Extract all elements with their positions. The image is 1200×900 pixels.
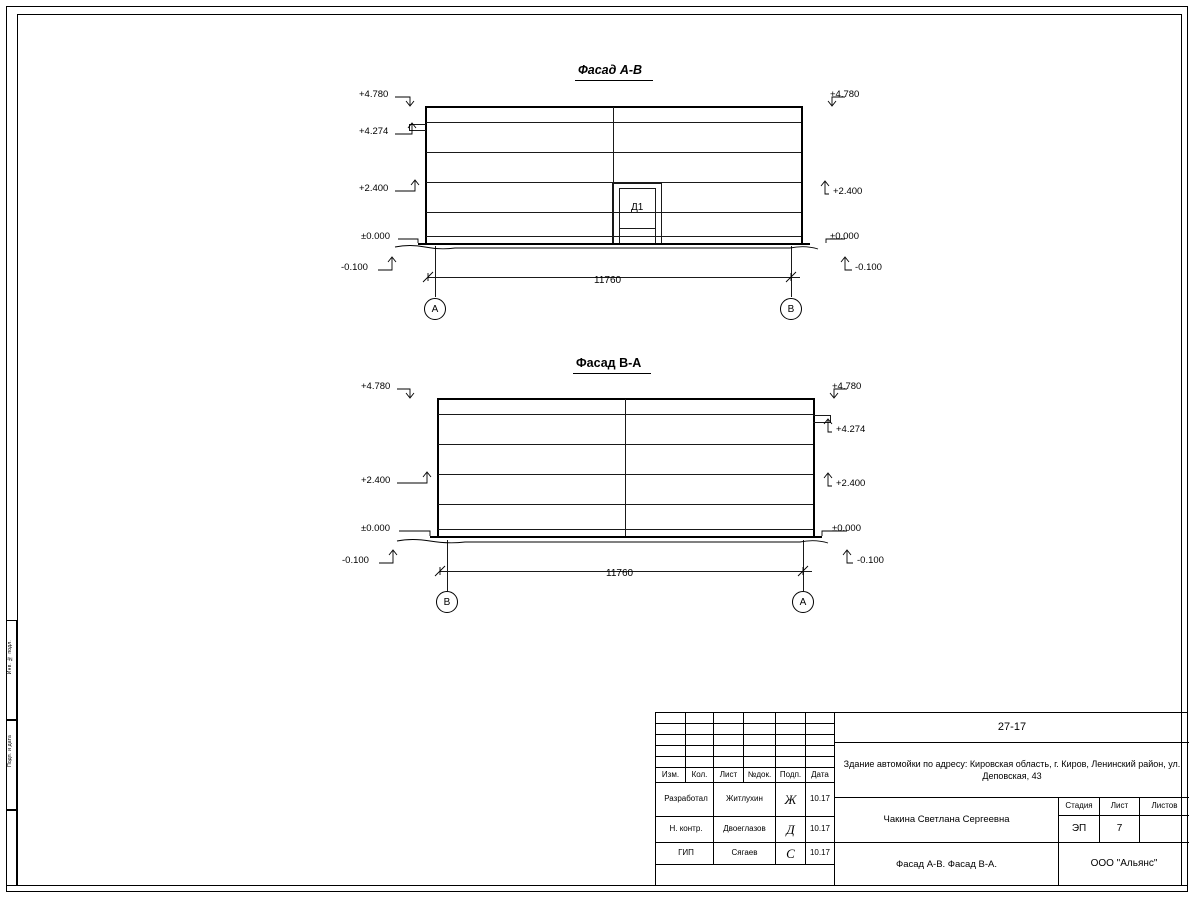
stamp-col-header-kol: Кол. xyxy=(686,768,714,783)
revision-grid-r3c1 xyxy=(656,735,686,746)
revision-grid-r1c1 xyxy=(656,713,686,724)
stamp-sheet-title: Фасад А-В. Фасад В-А. xyxy=(835,843,1059,886)
revision-grid-r3c2 xyxy=(686,735,714,746)
revision-grid-r2c6 xyxy=(806,724,835,735)
elev-av-axis-bubble-right xyxy=(780,298,802,320)
stamp-role-1: Разработал xyxy=(656,783,714,817)
elev-va-level-left-2: +2.400 xyxy=(361,475,391,486)
stamp-col-header-izm: Изм. xyxy=(656,768,686,783)
stamp-date-3: 10.17 xyxy=(806,843,835,865)
elev-va-drain-end xyxy=(830,415,831,423)
elev-va-level-right-4: ±0.000 xyxy=(832,523,861,534)
elev-va-axis-right-extension xyxy=(803,540,804,591)
elev-av-dimension-value: 11760 xyxy=(594,275,622,286)
elev-va-dimension-value: 11760 xyxy=(606,568,634,579)
elev-va-panel-joint-vertical xyxy=(625,399,626,536)
revision-grid-r1c2 xyxy=(686,713,714,724)
elev-av-level-right-2: +2.400 xyxy=(833,186,863,197)
elev-av-level-left-5: -0.100 xyxy=(341,262,368,273)
elevation-va-title: Фасад В-А xyxy=(576,356,642,370)
elevation-av-title-underline xyxy=(575,80,653,81)
revision-grid-r2c3 xyxy=(714,724,744,735)
elev-av-axis-left-label: А xyxy=(431,303,439,315)
elev-va-axis-bubble-right xyxy=(792,591,814,613)
revision-grid-r2c5 xyxy=(776,724,806,735)
revision-grid-r4c6 xyxy=(806,746,835,757)
elev-va-drain-bottom xyxy=(813,422,830,423)
elev-av-axis-bubble-left xyxy=(424,298,446,320)
revision-grid-r5c4 xyxy=(744,757,776,768)
left-margin-label-2: Подп. и дата xyxy=(7,735,13,767)
elev-av-drain-end xyxy=(409,124,410,131)
revision-grid-r3c3 xyxy=(714,735,744,746)
elev-av-door-leaf-head xyxy=(619,188,656,189)
revision-grid-r3c4 xyxy=(744,735,776,746)
revision-grid-r4c4 xyxy=(744,746,776,757)
elev-av-level-left-4: ±0.000 xyxy=(361,231,390,242)
stamp-col-header-list: Лист xyxy=(714,768,744,783)
elev-av-wall-left xyxy=(425,106,427,243)
stamp-sheets-header: Листов xyxy=(1140,798,1189,816)
revision-grid-r4c5 xyxy=(776,746,806,757)
stamp-project-number: 27-17 xyxy=(835,713,1189,743)
elev-va-level-right-3: +2.400 xyxy=(836,478,866,489)
elevation-va-title-underline xyxy=(573,373,651,374)
stamp-sheets-value xyxy=(1140,816,1189,843)
elev-va-level-right-1: +4.780 xyxy=(832,381,862,392)
stamp-col-header-podp: Подп. xyxy=(776,768,806,783)
stamp-signature-3: С xyxy=(776,843,806,865)
stamp-col-header-ndok: №док. xyxy=(744,768,776,783)
stamp-date-2: 10.17 xyxy=(806,817,835,843)
stamp-stage-header: Стадия xyxy=(1059,798,1100,816)
elev-va-level-right-5: -0.100 xyxy=(857,555,884,566)
elev-va-wall-right xyxy=(813,398,815,536)
elev-av-axis-left-extension xyxy=(435,246,436,297)
elev-av-panel-joint-vertical xyxy=(613,107,614,243)
revision-grid-r5c2 xyxy=(686,757,714,768)
revision-grid-r1c5 xyxy=(776,713,806,724)
stamp-sheet-header: Лист xyxy=(1100,798,1140,816)
elev-av-door-leaf-right xyxy=(655,188,656,243)
revision-grid-r5c1 xyxy=(656,757,686,768)
elev-va-level-right-2: +4.274 xyxy=(836,424,866,435)
stamp-date-1: 10.17 xyxy=(806,783,835,817)
elev-av-door-head xyxy=(612,183,662,184)
elev-av-drain-bottom xyxy=(409,130,426,131)
left-margin-box-3 xyxy=(6,810,17,886)
elev-av-axis-right-extension xyxy=(791,246,792,297)
stamp-name-2: Двоеглазов xyxy=(714,817,776,843)
stamp-customer: Чакина Светлана Сергеевна xyxy=(835,798,1059,843)
stamp-col-header-data: Дата xyxy=(806,768,835,783)
stamp-stage-value: ЭП xyxy=(1059,816,1100,843)
stamp-role-2: Н. контр. xyxy=(656,817,714,843)
elev-av-level-left-2: +4.274 xyxy=(359,126,389,137)
revision-grid-r3c6 xyxy=(806,735,835,746)
elevation-av-title: Фасад А-В xyxy=(578,63,643,77)
elev-av-door-label: Д1 xyxy=(631,202,644,213)
revision-grid-r1c6 xyxy=(806,713,835,724)
elev-av-door-left xyxy=(612,183,613,243)
stamp-signature-1: Ж xyxy=(776,783,806,817)
revision-grid-r2c2 xyxy=(686,724,714,735)
stamp-sheet-value: 7 xyxy=(1100,816,1140,843)
stamp-empty-left-bottom xyxy=(656,865,835,886)
elev-av-drain-top xyxy=(409,124,426,125)
elev-av-level-right-4: -0.100 xyxy=(855,262,882,273)
elev-av-door-right xyxy=(661,183,662,243)
stamp-name-3: Сягаев xyxy=(714,843,776,865)
revision-grid-r1c4 xyxy=(744,713,776,724)
elev-va-wall-left xyxy=(437,398,439,536)
revision-grid-r4c1 xyxy=(656,746,686,757)
left-margin-label-1: Инв. № подл. xyxy=(7,640,13,675)
stamp-name-1: Житлухин xyxy=(714,783,776,817)
elev-va-ground-line xyxy=(430,536,822,538)
elev-va-axis-left-label: В xyxy=(443,596,451,608)
stamp-role-3: ГИП xyxy=(656,843,714,865)
elev-av-wall-right xyxy=(801,106,803,243)
title-block xyxy=(655,712,1188,886)
elev-av-axis-right-label: В xyxy=(787,303,795,315)
elev-av-level-right-1: +4.780 xyxy=(830,89,860,100)
revision-grid-r2c4 xyxy=(744,724,776,735)
revision-grid-r1c3 xyxy=(714,713,744,724)
elev-av-level-left-1: +4.780 xyxy=(359,89,389,100)
revision-grid-r5c3 xyxy=(714,757,744,768)
elev-av-level-left-3: +2.400 xyxy=(359,183,389,194)
stamp-signature-2: Д xyxy=(776,817,806,843)
elev-av-level-right-3: ±0.000 xyxy=(830,231,859,242)
elev-av-ground-line xyxy=(418,243,810,245)
elev-va-axis-left-extension xyxy=(447,540,448,591)
elev-va-axis-bubble-left xyxy=(436,591,458,613)
elev-av-door-panel-line xyxy=(619,228,656,229)
revision-grid-r3c5 xyxy=(776,735,806,746)
elev-va-level-left-3: ±0.000 xyxy=(361,523,390,534)
elev-va-level-left-1: +4.780 xyxy=(361,381,391,392)
elev-va-level-left-4: -0.100 xyxy=(342,555,369,566)
elev-va-drain-top xyxy=(813,415,830,416)
revision-grid-r2c1 xyxy=(656,724,686,735)
revision-grid-r4c3 xyxy=(714,746,744,757)
revision-grid-r4c2 xyxy=(686,746,714,757)
revision-grid-r5c6 xyxy=(806,757,835,768)
stamp-object-description: Здание автомойки по адресу: Кировская область, г. Киров, Ленинский район, ул. Деповская, 43 xyxy=(835,743,1189,798)
elev-va-axis-right-label: А xyxy=(799,596,807,608)
elev-av-door-leaf-left xyxy=(619,188,620,243)
stamp-company: ООО "Альянс" xyxy=(1090,858,1158,870)
revision-grid-r5c5 xyxy=(776,757,806,768)
